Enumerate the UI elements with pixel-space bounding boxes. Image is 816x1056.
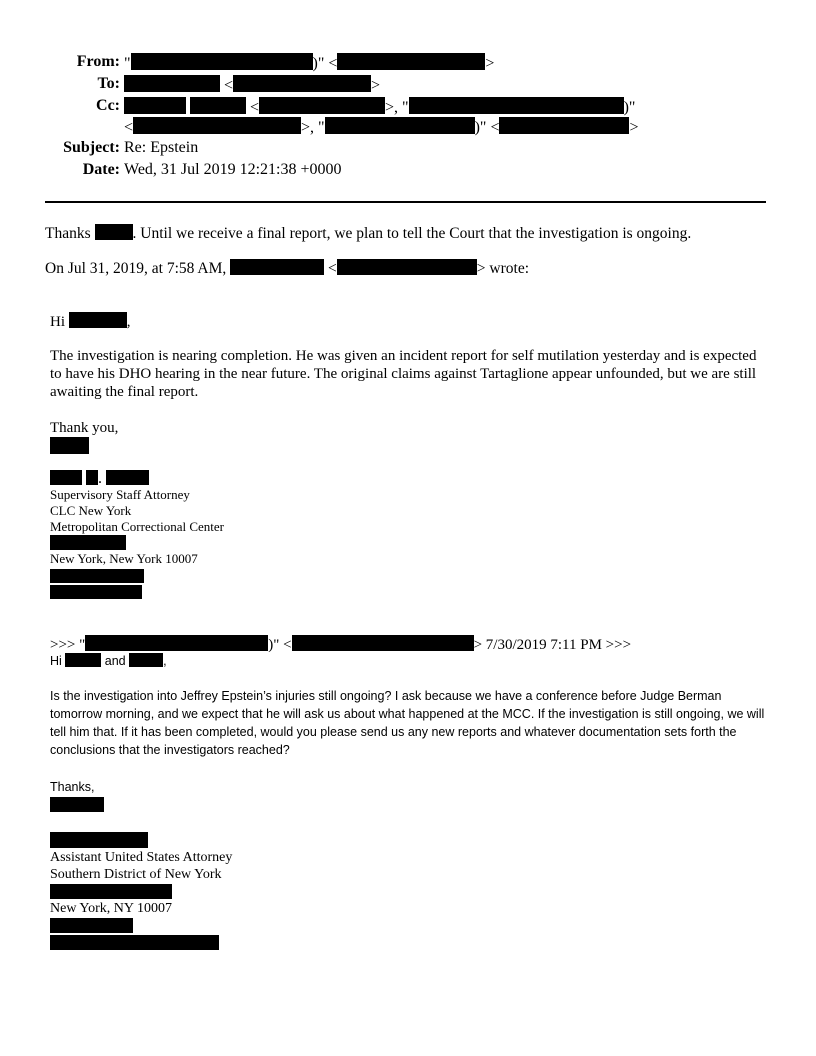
redaction (50, 935, 219, 950)
redaction (50, 584, 142, 602)
msg3-sig-district: Southern District of New York (50, 867, 222, 882)
redaction (50, 470, 82, 485)
redaction (337, 259, 477, 275)
greeting-comma: , (163, 654, 167, 668)
redaction (85, 635, 268, 651)
quote-line: On Jul 31, 2019, at 7:58 AM, < > wrote: (45, 260, 530, 277)
redaction (292, 635, 474, 651)
quote-suffix: wrote: (489, 260, 530, 277)
cc-label: Cc: (96, 97, 120, 114)
to-value: < > (124, 75, 380, 95)
msg2-sig-facility: Metropolitan Correctional Center (50, 519, 225, 534)
reply-line (45, 224, 691, 243)
redaction (131, 53, 313, 70)
msg2-signoff: Thank you, (50, 420, 119, 436)
redaction (50, 535, 126, 550)
msg2-greeting (50, 312, 131, 331)
msg2-sig-title: Supervisory Staff Attorney (50, 487, 190, 502)
redaction (124, 97, 186, 114)
subject-label: Subject: (63, 139, 120, 156)
greeting-word: Hi (50, 654, 62, 668)
redaction (50, 918, 133, 933)
msg3-signoff: Thanks, (50, 780, 95, 794)
redaction (50, 569, 144, 583)
redaction (50, 797, 104, 815)
greeting-and: and (104, 654, 126, 668)
from-label: From: (76, 53, 120, 70)
msg2-body: The investigation is nearing completion. He was given an incident report for self mutilation yesterday and is expected to have his DHO hearing in the near future. The original claims against Tartaglione appear unfounded, but we are still awaiting the final report. (50, 348, 757, 400)
redaction (190, 97, 246, 114)
redaction (50, 797, 104, 812)
redaction (50, 884, 172, 899)
reply-thanks: Thanks (45, 225, 91, 242)
greeting-word: Hi (50, 314, 65, 330)
redaction (129, 653, 163, 667)
from-value: " )" < > (124, 55, 495, 72)
sig-name-redacted: . (50, 470, 149, 488)
cc-value-line1: < >, " )" (124, 97, 635, 117)
redaction (409, 97, 624, 114)
msg3-header-prefix: >>> " (50, 637, 86, 653)
redaction (50, 832, 148, 848)
header-divider (45, 201, 766, 203)
redaction (95, 224, 133, 240)
msg3-greeting (50, 652, 167, 670)
cc-value-line2: < >, " )" < > (124, 119, 639, 136)
date-label: Date: (82, 161, 120, 178)
quote-prefix: On Jul 31, 2019, at 7:58 AM, (45, 260, 227, 277)
redaction (50, 437, 89, 457)
msg3-body: Is the investigation into Jeffrey Epstein’s injuries still ongoing? I ask because we have a conference before Judge Berman tomorrow morning, and we expect that he will ask us about what happened at the MCC. If the investigation is still ongoing, we will tell him that. If it has been completed, would you please send us any new reports and whatever documentation sets forth the conclusions that the investigators reached? (50, 689, 765, 757)
to-label: To: (97, 75, 120, 92)
redaction (50, 832, 148, 851)
redaction (325, 117, 475, 134)
redaction (133, 117, 301, 134)
redaction (106, 470, 149, 485)
subject-value: Re: Epstein (124, 139, 199, 156)
redaction (499, 117, 629, 134)
redaction (50, 935, 219, 953)
date-value: Wed, 31 Jul 2019 12:21:38 +0000 (124, 161, 342, 178)
redaction (230, 259, 324, 275)
redaction (50, 918, 133, 936)
redaction (50, 585, 142, 599)
msg2-sig-org: CLC New York (50, 503, 132, 518)
redaction (50, 437, 89, 454)
redaction (86, 470, 98, 485)
greeting-comma: , (126, 314, 131, 330)
msg3-header-suffix: > 7/30/2019 7:11 PM >>> (473, 637, 632, 653)
msg3-sig-city: New York, NY 10007 (50, 901, 172, 916)
redaction (233, 75, 371, 92)
redaction (124, 75, 220, 92)
msg3-header-mid: )" < (268, 637, 292, 653)
redaction (259, 97, 385, 114)
msg3-sig-title: Assistant United States Attorney (50, 850, 233, 865)
msg2-sig-city: New York, New York 10007 (50, 551, 198, 566)
redaction (50, 884, 172, 902)
reply-body: . Until we receive a final report, we plan to tell the Court that the investigation is ongoing. (132, 225, 692, 242)
redaction (69, 312, 127, 328)
redaction (65, 653, 101, 667)
redaction (337, 53, 485, 70)
